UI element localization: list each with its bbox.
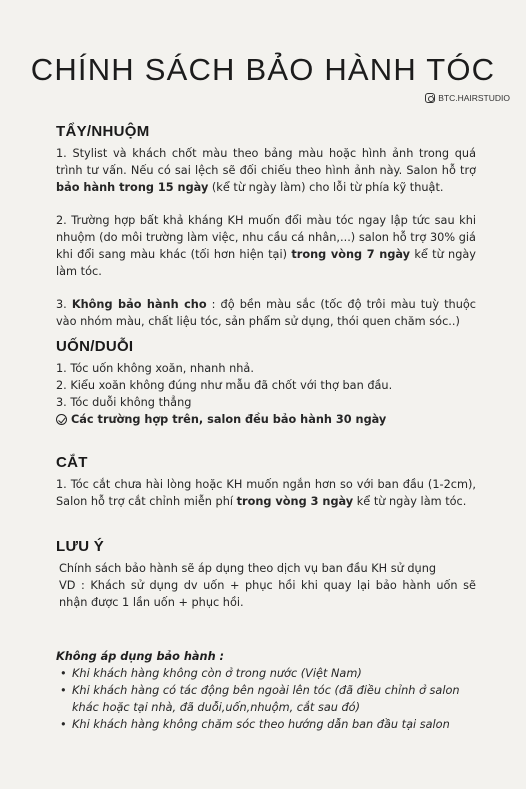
list-item: 1. Tóc uốn không xoăn, nhanh nhả.: [56, 362, 254, 375]
section-heading: CẮT: [56, 454, 88, 471]
tay-paragraph-1: 1. Stylist và khách chốt màu theo bảng màu hoặc hình ảnh trong quá trình tư vấn. Nếu có sai lệch sẽ đối chiếu theo hình ảnh này. Salon hỗ trợ bảo hành trong 15 ngày (kể từ ngày làm) cho lỗi từ phía kỹ thuật.: [56, 147, 476, 194]
section-heading: TẨY/NHUỘM: [56, 123, 150, 140]
warranty-note: Các trường hợp trên, salon đều bảo hành 30 ngày: [56, 411, 476, 428]
luu-y-line-1: Chính sách bảo hành sẽ áp dụng theo dịch vụ ban đầu KH sử dụng: [59, 562, 437, 575]
instagram-icon: [425, 93, 435, 103]
check-circle-icon: [56, 414, 67, 425]
list-item: • Khi khách hàng không còn ở trong nước (Việt Nam): [56, 665, 466, 682]
list-item: • Khi khách hàng không chăm sóc theo hướng dẫn ban đầu tại salon: [56, 716, 466, 733]
section-heading: LƯU Ý: [56, 538, 105, 555]
page-title: CHÍNH SÁCH BẢO HÀNH TÓC: [30, 52, 496, 87]
instagram-handle-text: BTC.HAIRSTUDIO: [438, 93, 510, 103]
section-cat: [56, 454, 476, 510]
section-tay-nhuom: [56, 123, 476, 330]
list-item: • Khi khách hàng có tác động bên ngoài lên tóc (đã điều chỉnh ở salon khác hoặc tại nhà, đã duỗi,uốn,nhuộm, cắt sau đó): [56, 682, 466, 716]
section-uon-duoi: [56, 338, 476, 428]
cat-paragraph: 1. Tóc cắt chưa hài lòng hoặc KH muốn ngắn hơn so với ban đầu (1-2cm), Salon hỗ trợ cắt chỉnh miễn phí trong vòng 3 ngày kể từ ngày làm tóc.: [56, 478, 476, 508]
luu-y-line-2: VD : Khách sử dụng dv uốn + phục hồi khi quay lại bảo hành uốn sẽ nhận được 1 lần uốn + phục hồi.: [59, 579, 476, 609]
exclusions-list: [56, 665, 466, 733]
section-heading: UỐN/DUỖI: [56, 338, 134, 355]
section-luu-y: [56, 538, 476, 611]
list-item: 3. Tóc duỗi không thẳng: [56, 396, 192, 409]
exclusions-title: Không áp dụng bảo hành :: [56, 650, 225, 663]
tay-paragraph-2: 2. Trường hợp bất khả kháng KH muốn đổi màu tóc ngay lập tức sau khi nhuộm (do môi trường làm việc, nhu cầu cá nhân,...) salon hỗ trợ 30% giá khi đổi sang màu khác (tối hơn hiện tại) trong vòng 7 ngày kể từ ngày làm tóc.: [56, 214, 476, 278]
tay-paragraph-3: 3. Không bảo hành cho : độ bền màu sắc (tốc độ trôi màu tuỳ thuộc vào nhóm màu, chất liệu tóc, sản phẩm sử dụng, thói quen chăm sóc..): [56, 298, 476, 328]
list-item: 2. Kiểu xoăn không đúng như mẫu đã chốt với thợ ban đầu.: [56, 379, 393, 392]
section-exclusions: [56, 650, 466, 733]
instagram-handle[interactable]: [425, 93, 510, 103]
